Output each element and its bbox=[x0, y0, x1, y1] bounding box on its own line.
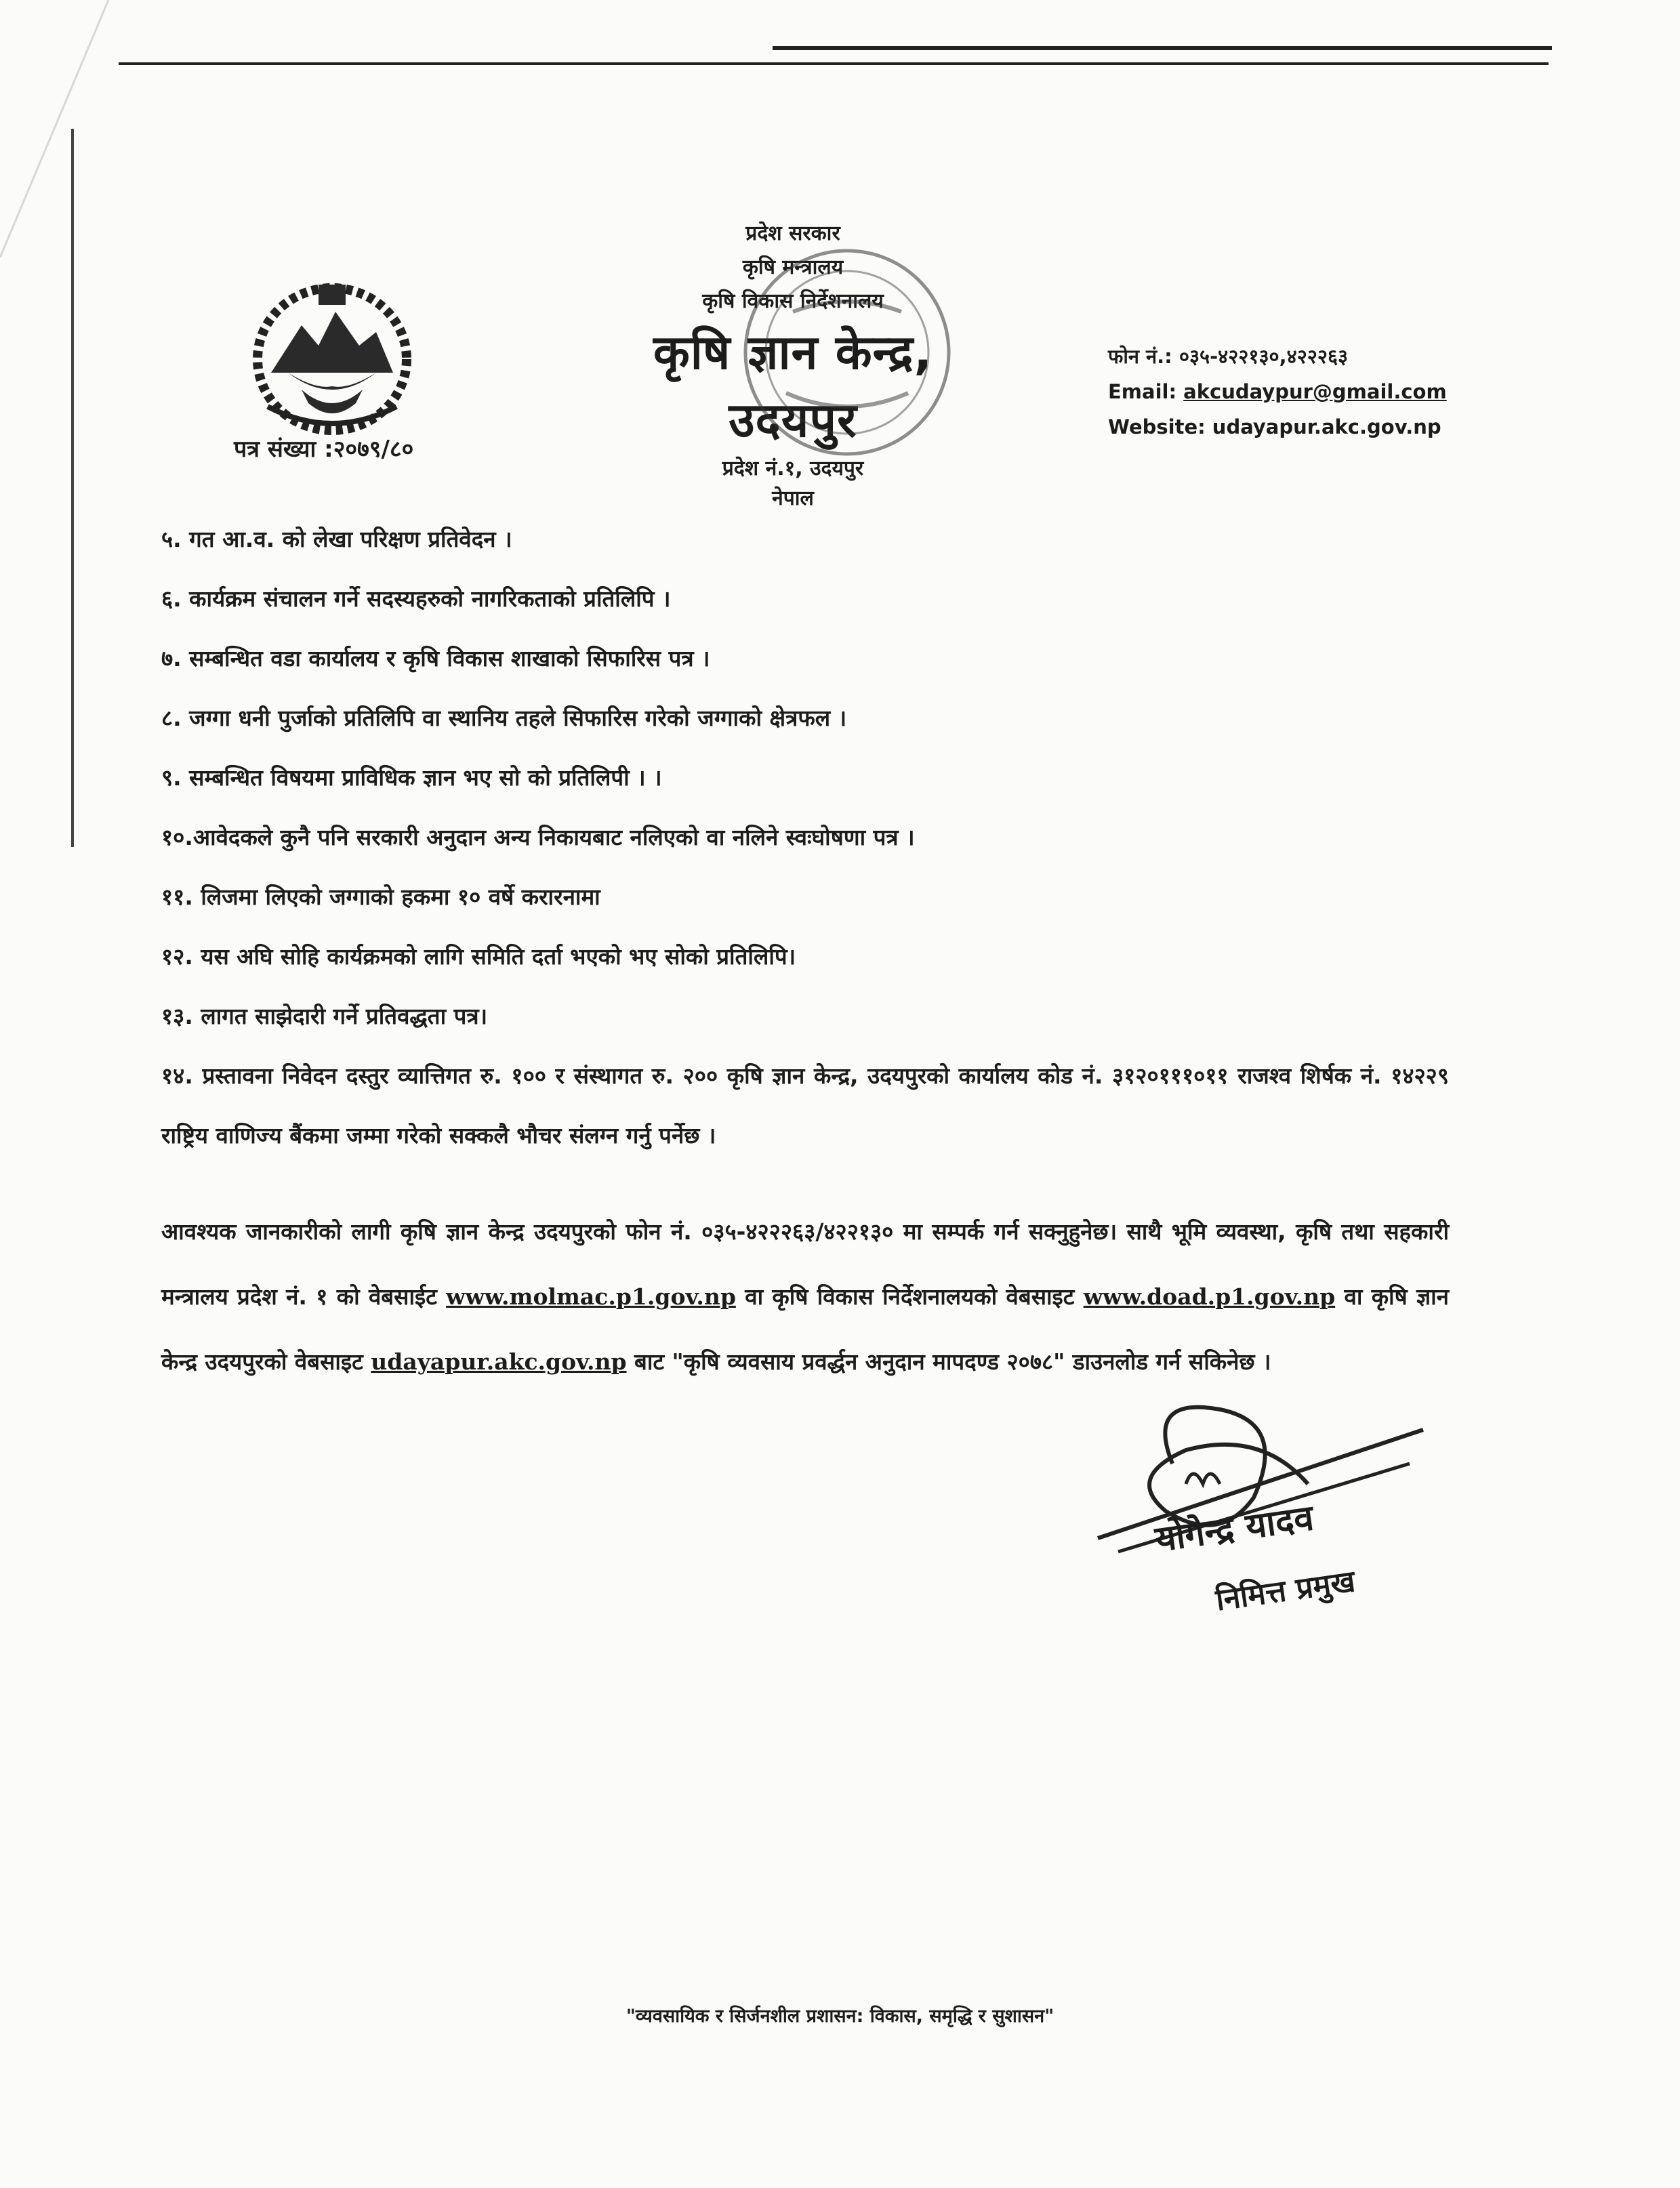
list-item: १०.आवेदकले कुनै पनि सरकारी अनुदान अन्य निकायबाट नलिएको वा नलिने स्वःघोषणा पत्र । bbox=[161, 824, 915, 850]
email-line bbox=[1108, 374, 1447, 409]
phone-number: फोन नं.: ०३५-४२२१३०,४२२२६३ bbox=[1108, 345, 1349, 368]
header-line-1: प्रदेश सरकार bbox=[745, 222, 840, 245]
signatory-name: योगेन्द्र यादव bbox=[1153, 1498, 1317, 1561]
email-link[interactable]: akcudaypur@gmail.com bbox=[1183, 380, 1447, 403]
website-line[interactable]: Website: udayapur.akc.gov.np bbox=[1108, 415, 1441, 438]
list-item: ११. लिजमा लिएको जग्गाको हकमा १० वर्षे करारनामा bbox=[161, 884, 600, 910]
list-item: १४. प्रस्तावना निवेदन दस्तुर व्यात्तिगत रु. १०० र संस्थागत रु. २०० कृषि ज्ञान केन्द्र, उदयपुरको कार्यालय कोड नं. ३१२०१११०११ राजश्व शिर्षक नं. १४२२९ राष्ट्रिय वाणिज्य बैंकमा जम्मा गरेको सक्कलै भौचर संलग्न गर्नु पर्नेछ । bbox=[161, 1062, 1449, 1149]
contact-block bbox=[1108, 339, 1447, 445]
office-title: कृषि ज्ञान केन्द्र, उदयपुर bbox=[653, 325, 933, 448]
information-paragraph bbox=[161, 1199, 1449, 1395]
letter-reference-number: पत्र संख्या :२०७९/८० bbox=[234, 436, 414, 463]
paragraph-text: वा कृषि विकास निर्देशनालयको वेबसाइट bbox=[735, 1283, 1084, 1310]
paragraph-text: बाट "कृषि व्यवसाय प्रवर्द्धन अनुदान मापदण्ड २०७८" डाउनलोड गर्न सकिनेछ । bbox=[626, 1348, 1271, 1375]
list-item: ५. गत आ.व. को लेखा परिक्षण प्रतिवेदन । bbox=[161, 526, 512, 552]
header-line-3: कृषि विकास निर्देशनालय bbox=[702, 289, 884, 313]
office-country: नेपाल bbox=[772, 487, 814, 510]
nepal-emblem-icon bbox=[241, 271, 424, 440]
paragraph-text: आवश्यक जानकारीको लागी कृषि ज्ञान केन्द्र उदयपुरको फोन नं. ०३५-४२२२६३/४२२१३० मा सम्पर्क गर्न सक्नुहुनेछ। साथै भूमि व्यवस्था, कृषि तथा सहकारी मन्त्रालय प्रदेश नं. १ को वेबसाईट bbox=[161, 1218, 1449, 1310]
top-rule bbox=[119, 62, 1549, 65]
requirements-list bbox=[161, 510, 1449, 1165]
list-item: ८. जग्गा धनी पुर्जाको प्रतिलिपि वा स्थानिय तहले सिफारिस गरेको जग्गाको क्षेत्रफल । bbox=[161, 705, 847, 731]
top-rule-right bbox=[773, 46, 1552, 50]
list-item: १३. लागत साझेदारी गर्ने प्रतिवद्धता पत्र। bbox=[161, 1003, 488, 1029]
footer-motto: "व्यवसायिक र सिर्जनशील प्रशासन: विकास, समृद्धि र सुशासन" bbox=[626, 2006, 1054, 2027]
header-line-2: कृषि मन्त्रालय bbox=[742, 255, 844, 279]
list-item: ७. सम्बन्धित वडा कार्यालय र कृषि विकास शाखाको सिफारिस पत्र । bbox=[161, 645, 710, 672]
email-label: Email: bbox=[1108, 380, 1184, 403]
list-item: ६. कार्यक्रम संचालन गर्ने सदस्यहरुको नागरिकताको प्रतिलिपि । bbox=[161, 585, 671, 612]
list-item: ९. सम्बन्धित विषयमा प्राविधिक ज्ञान भए सो को प्रतिलिपी । । bbox=[161, 764, 662, 791]
signatory-title: निमित्त प्रमुख bbox=[1213, 1564, 1357, 1618]
corner-fold-mark bbox=[0, 0, 136, 257]
paragraph-text: वा कृषि ज्ञान केन्द्र उदयपुरको वेबसाइट bbox=[161, 1283, 1449, 1375]
list-item: १२. यस अघि सोहि कार्यक्रमको लागि समिति दर्ता भएको भए सोको प्रतिलिपि। bbox=[161, 943, 796, 970]
office-address: प्रदेश नं.१, उदयपुर bbox=[722, 457, 864, 480]
molmac-website-link[interactable]: www.molmac.p1.gov.np bbox=[446, 1283, 736, 1310]
akc-website-link[interactable]: udayapur.akc.gov.np bbox=[371, 1348, 627, 1375]
doad-website-link[interactable]: www.doad.p1.gov.np bbox=[1083, 1283, 1336, 1310]
office-stamp-icon bbox=[732, 237, 962, 468]
